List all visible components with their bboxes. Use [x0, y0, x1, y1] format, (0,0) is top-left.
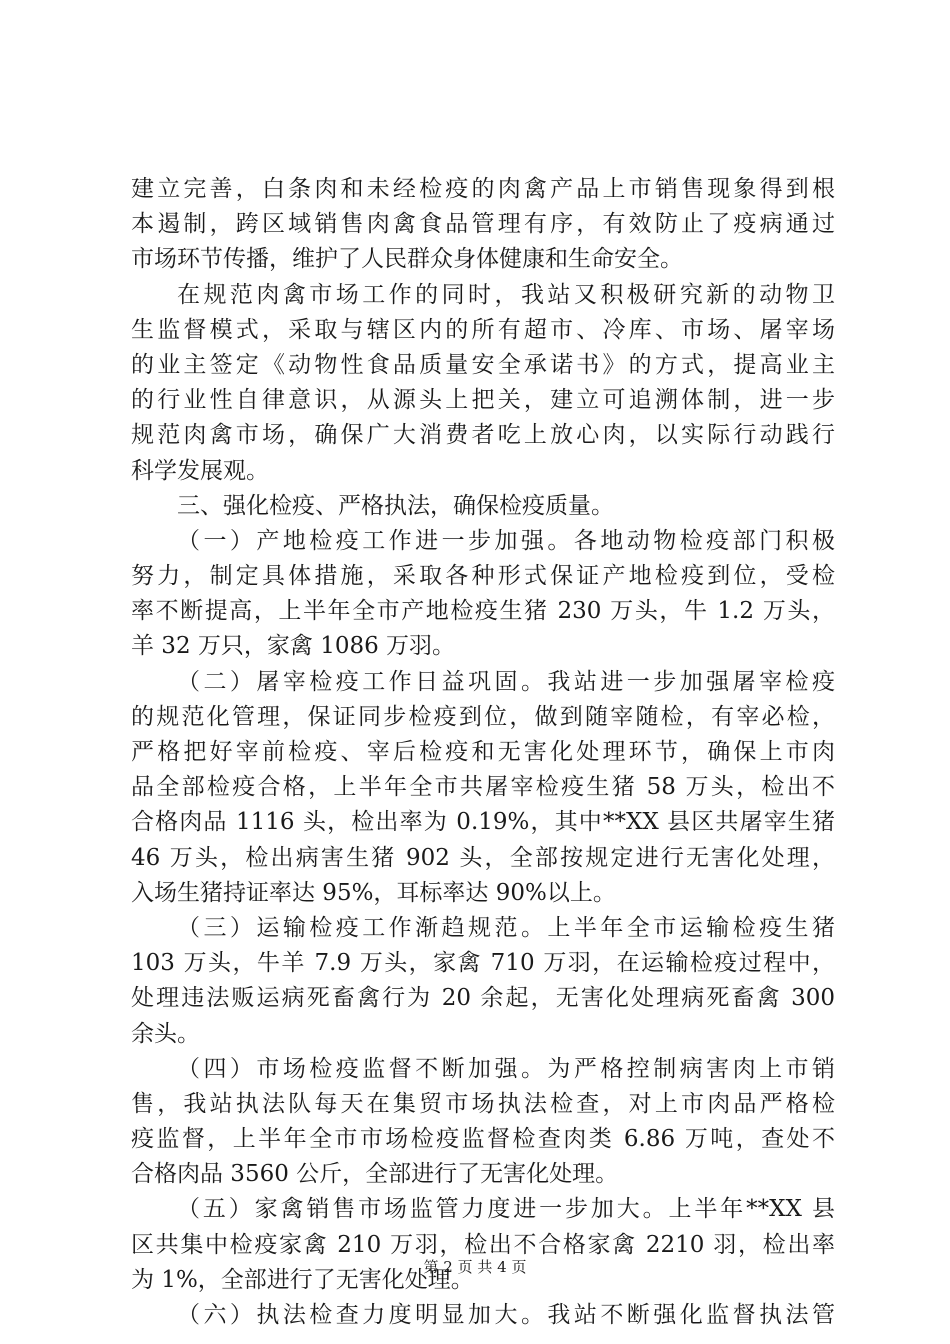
- text-line: 本遏制，跨区域销售肉禽食品管理有序，有效防止了疫病通过: [131, 211, 835, 238]
- text-line: 羊 32 万只，家禽 1086 万羽。: [131, 633, 456, 660]
- paragraph: [131, 1298, 835, 1333]
- text-line: 46 万头，检出病害生猪 902 头，全部按规定进行无害化处理，: [131, 844, 835, 871]
- section-heading: [131, 489, 835, 524]
- text-line: 品全部检疫合格，上半年全市共屠宰检疫生猪 58 万头，检出不: [131, 774, 835, 801]
- paragraph: [131, 1192, 835, 1298]
- text-line: （六）执法检查力度明显加大。我站不断强化监督执法管: [177, 1302, 835, 1328]
- text-line: （四）市场检疫监督不断加强。为严格控制病害肉上市销: [177, 1055, 835, 1082]
- text-line: （二）屠宰检疫工作日益巩固。我站进一步加强屠宰检疫: [177, 668, 835, 695]
- text-line: 的行业性自律意识，从源头上把关，建立可追溯体制，进一步: [131, 387, 835, 414]
- text-line: 处理违法贩运病死畜禽行为 20 余起，无害化处理病死畜禽 300: [131, 985, 835, 1012]
- paragraph: [131, 1052, 835, 1193]
- text-line: 严格把好宰前检疫、宰后检疫和无害化处理环节，确保上市肉: [131, 739, 835, 765]
- text-line: 规范肉禽市场，确保广大消费者吃上放心肉，以实际行动践行: [131, 422, 835, 449]
- text-line: 的规范化管理，保证同步检疫到位，做到随宰随检，有宰必检，: [131, 703, 835, 730]
- text-line: 市场环节传播，维护了人民群众身体健康和生命安全。: [131, 246, 683, 273]
- text-line: 入场生猪持证率达 95%，耳标率达 90%以上。: [131, 879, 616, 906]
- text-line: 的业主签定《动物性食品质量安全承诺书》的方式，提高业主: [131, 351, 835, 378]
- text-line: （三）运输检疫工作渐趋规范。上半年全市运输检疫生猪: [177, 914, 835, 941]
- paragraph: [131, 524, 835, 665]
- text-line: 疫监督，上半年全市市场检疫监督检查肉类 6.86 万吨，查处不: [131, 1126, 835, 1153]
- paragraph: [131, 911, 835, 1052]
- document-body: [131, 172, 835, 1333]
- paragraph: [131, 665, 835, 911]
- text-line: 余头。: [131, 1020, 200, 1047]
- text-line: 率不断提高，上半年全市产地检疫生猪 230 万头，牛 1.2 万头，: [131, 598, 835, 625]
- text-line: 努力，制定具体措施，采取各种形式保证产地检疫到位，受检: [131, 563, 835, 590]
- text-line: （一）产地检疫工作进一步加强。各地动物检疫部门积极: [177, 527, 835, 554]
- paragraph: [131, 172, 835, 278]
- text-line: （五）家禽销售市场监管力度进一步加大。上半年**XX 县: [177, 1196, 835, 1223]
- text-line: 103 万头，牛羊 7.9 万头，家禽 710 万羽，在运输检疫过程中，: [131, 950, 835, 977]
- page-number-footer: 第 2 页 共 4 页: [423, 1258, 527, 1276]
- text-line: 售，我站执法队每天在集贸市场执法检查，对上市肉品严格检: [131, 1090, 835, 1117]
- paragraph: [131, 278, 835, 489]
- text-line: 科学发展观。: [131, 457, 269, 484]
- text-line: 生监督模式，采取与辖区内的所有超市、冷库、市场、屠宰场: [131, 316, 835, 343]
- text-line: 三、强化检疫、严格执法，确保检疫质量。: [177, 492, 614, 519]
- text-line: 建立完善，白条肉和未经检疫的肉禽产品上市销售现象得到根: [131, 176, 835, 202]
- text-line: 合格肉品 3560 公斤，全部进行了无害化处理。: [131, 1161, 619, 1188]
- text-line: 合格肉品 1116 头，检出率为 0.19%，其中**XX 县区共屠宰生猪: [131, 809, 835, 836]
- text-line: 在规范肉禽市场工作的同时，我站又积极研究新的动物卫: [177, 281, 835, 308]
- text-line: 为 1%，全部进行了无害化处理。: [131, 1266, 474, 1293]
- text-line: 区共集中检疫家禽 210 万羽，检出不合格家禽 2210 羽，检出率: [131, 1231, 835, 1258]
